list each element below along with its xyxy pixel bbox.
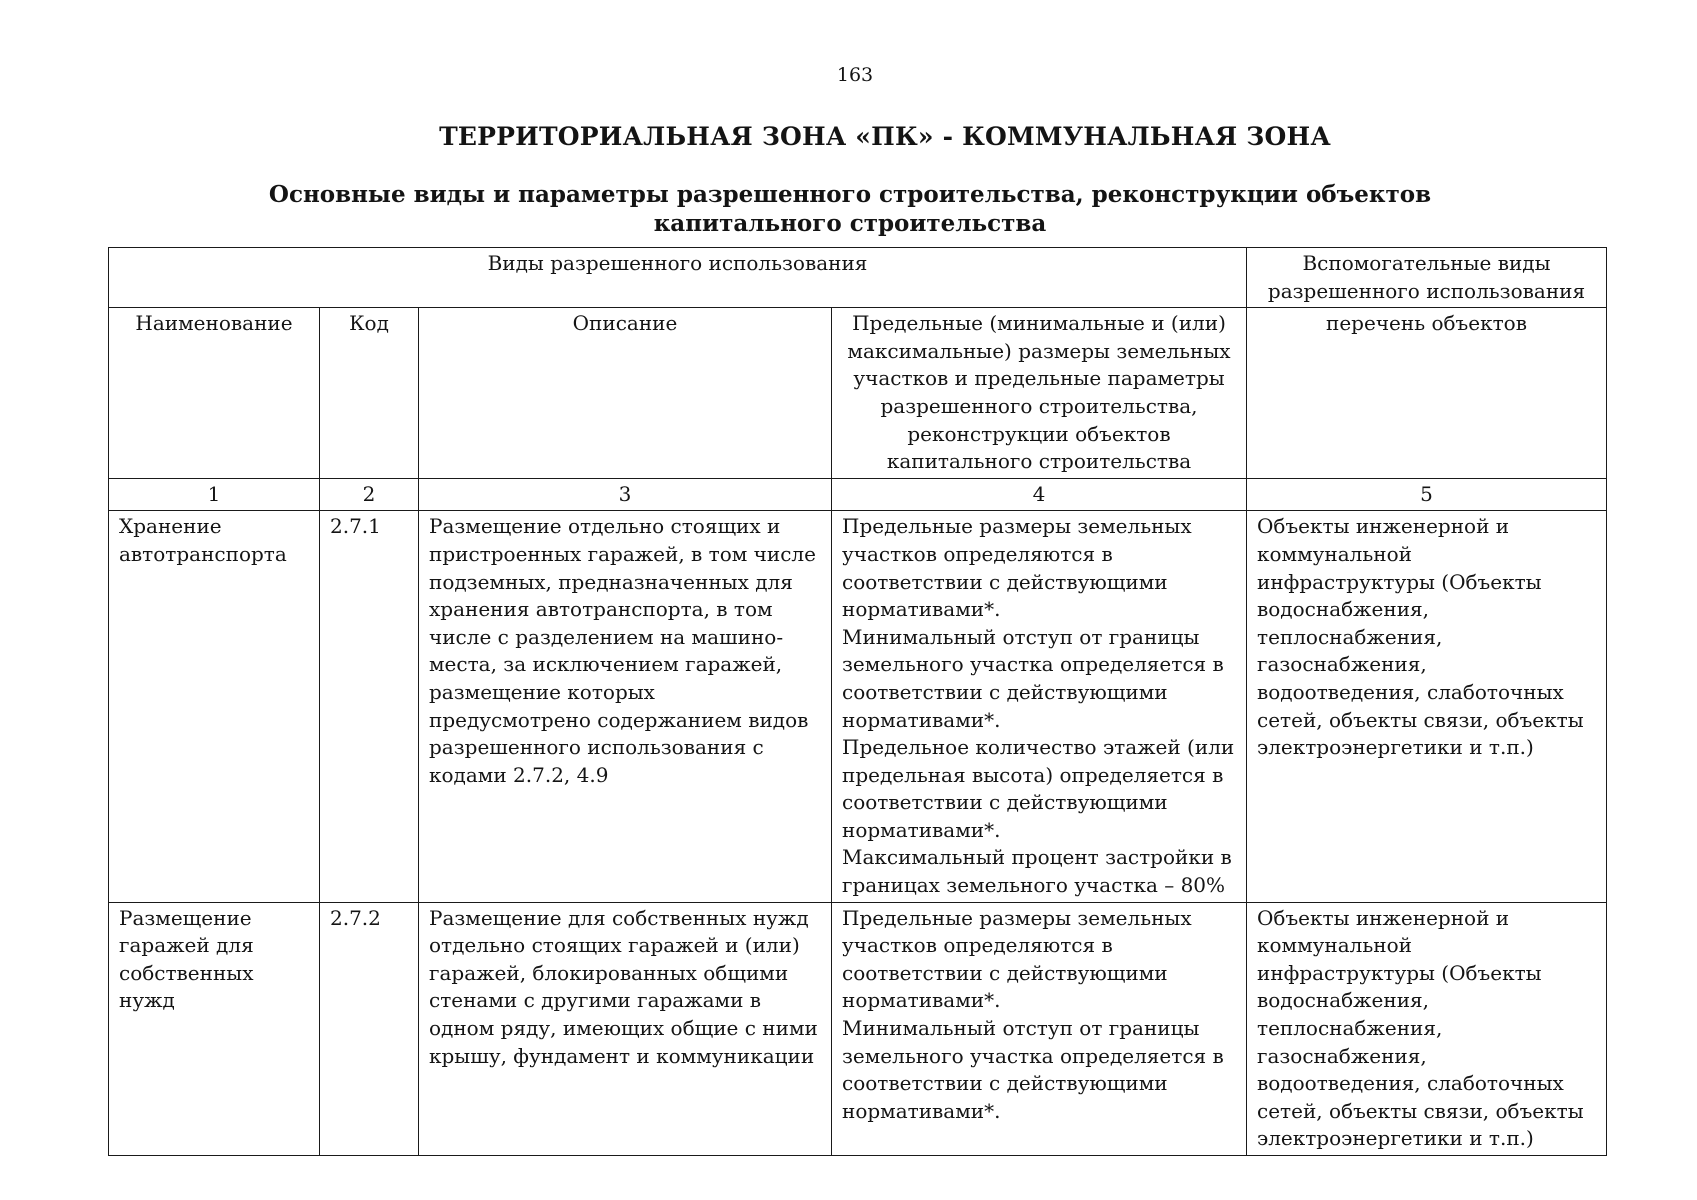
table-row [109,902,1607,1155]
limit-item: Предельные размеры земельных участков определяются в соответствии с действующими нормативами*. [842,514,1192,622]
row-description: Размещение отдельно стоящих и пристроенных гаражей, в том числе подземных, предназначенных для хранения автотранспорта, в том числе с разделением на машино-места, за исключением гаражей, размещение которых предусмотрено содержанием видов разрешенного использования с кодами 2.7.2, 4.9 [419,511,832,902]
column-header-limits: Предельные (минимальные и (или) максимальные) размеры земельных участков и предельные параметры разрешенного строительства, реконструкции объектов капитального строительства [832,308,1247,479]
column-number: 1 [109,478,320,511]
column-number-row [109,478,1607,511]
table-row [109,511,1607,902]
limit-item: Минимальный отступ от границы земельного участка определяется в соответствии с действующими нормативами*. [842,1016,1224,1123]
limit-item: Предельные размеры земельных участков определяются в соответствии с действующими нормативами*. [842,905,1192,1013]
row-code: 2.7.1 [320,511,419,902]
column-number: 4 [832,478,1247,511]
group-header-main: Виды разрешенного использования [109,248,1247,308]
row-limits [832,511,1247,902]
group-header-aux: Вспомогательные виды разрешенного использования [1247,248,1607,308]
zone-title: ТЕРРИТОРИАЛЬНАЯ ЗОНА «ПК» - КОММУНАЛЬНАЯ ЗОНА [439,122,1331,151]
row-objects: Объекты инженерной и коммунальной инфраструктуры (Объекты водоснабжения, теплоснабжения, газоснабжения, водоотведения, слаботочных сетей, объекты связи, объекты электроэнергетики и т.п.) [1247,511,1607,902]
column-number: 2 [320,478,419,511]
row-name: Размещение гаражей для собственных нужд [109,902,320,1155]
limit-item: Предельное количество этажей (или предельная высота) определяется в соответствии с действующими нормативами*. [842,735,1235,842]
row-code: 2.7.2 [320,902,419,1155]
column-header-description: Описание [419,308,832,479]
row-description: Размещение для собственных нужд отдельно стоящих гаражей и (или) гаражей, блокированных общими стенами с другими гаражами в одном ряду, имеющих общие с ними крышу, фундамент и коммуникации [419,902,832,1155]
column-header-name: Наименование [109,308,320,479]
column-number: 5 [1247,478,1607,511]
column-number: 3 [419,478,832,511]
limit-item: Максимальный процент застройки в границах земельного участка – 80% [842,845,1232,898]
table-column-header-row [109,308,1607,479]
row-limits [832,902,1247,1155]
row-name: Хранение автотранспорта [109,511,320,902]
column-header-objects: перечень объектов [1247,308,1607,479]
page-number: 163 [836,64,874,86]
column-header-code: Код [320,308,419,479]
limit-item: Минимальный отступ от границы земельного участка определяется в соответствии с действующими нормативами*. [842,624,1224,732]
table-group-header-row [109,248,1607,308]
row-objects: Объекты инженерной и коммунальной инфраструктуры (Объекты водоснабжения, теплоснабжения, газоснабжения, водоотведения, слаботочных сетей, объекты связи, объекты электроэнергетики и т.п.) [1247,902,1607,1155]
document-subtitle: Основные виды и параметры разрешенного строительства, реконструкции объектов капитального строительства [268,181,1432,237]
land-use-table [108,247,1607,1156]
